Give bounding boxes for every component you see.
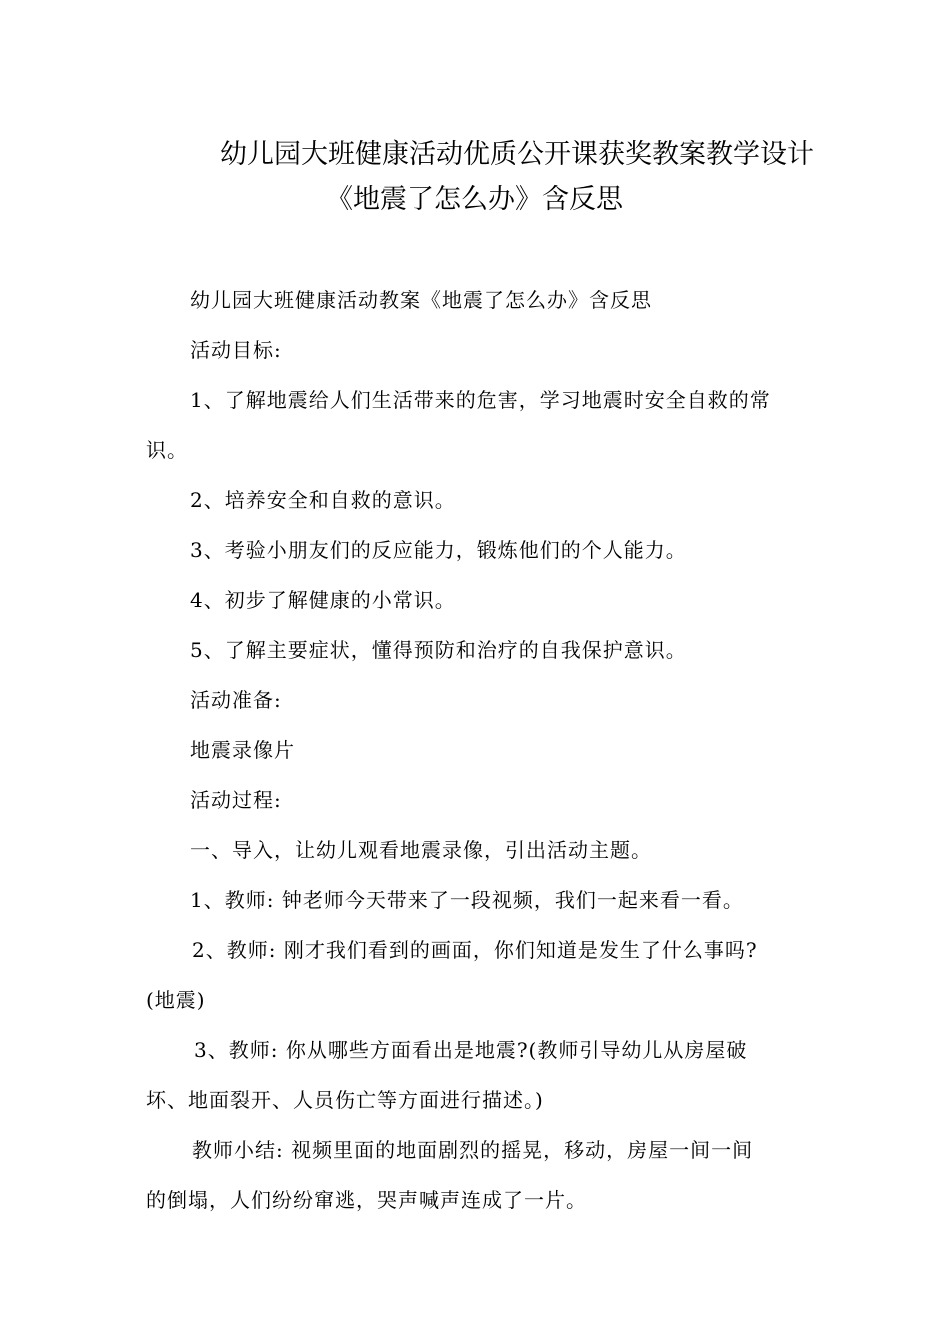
intro-paragraph: 幼儿园大班健康活动教案《地震了怎么办》含反思 <box>190 288 652 312</box>
summary-line-2: 的倒塌，人们纷纷窜逃，哭声喊声连成了一片。 <box>146 1188 587 1212</box>
step-1-1: 1、教师: 钟老师今天带来了一段视频，我们一起来看一看。 <box>190 888 744 912</box>
step-1-3-line-1: 3、教师: 你从哪些方面看出是地震?(教师引导幼儿从房屋破 <box>194 1038 748 1062</box>
title-line-2: 《地震了怎么办》含反思 <box>326 184 623 215</box>
summary-line-1: 教师小结: 视频里面的地面剧烈的摇晃，移动，房屋一间一间 <box>192 1138 754 1162</box>
goal-3: 3、考验小朋友们的反应能力，锻炼他们的个人能力。 <box>190 538 687 562</box>
prep-heading: 活动准备: <box>190 688 282 712</box>
prep-item: 地震录像片 <box>190 738 295 762</box>
goal-1-line-1: 1、了解地震给人们生活带来的危害，学习地震时安全自救的常 <box>190 388 771 412</box>
step-1-3-line-2: 坏、地面裂开、人员伤亡等方面进行描述。) <box>146 1088 544 1112</box>
goal-2: 2、培养安全和自救的意识。 <box>190 488 456 512</box>
process-heading: 活动过程: <box>190 788 282 812</box>
goals-heading: 活动目标: <box>190 338 282 362</box>
goal-5: 5、了解主要症状，懂得预防和治疗的自我保护意识。 <box>190 638 687 662</box>
goal-1-line-2: 识。 <box>146 438 188 462</box>
step-1-2-line-1: 2、教师: 刚才我们看到的画面，你们知道是发生了什么事吗? <box>192 938 758 962</box>
step-1-2-line-2: (地震) <box>146 988 206 1012</box>
goal-4: 4、初步了解健康的小常识。 <box>190 588 456 612</box>
step-1: 一、导入，让幼儿观看地震录像，引出活动主题。 <box>190 838 652 862</box>
title-line-1: 幼儿园大班健康活动优质公开课获奖教案教学设计 <box>220 139 814 170</box>
